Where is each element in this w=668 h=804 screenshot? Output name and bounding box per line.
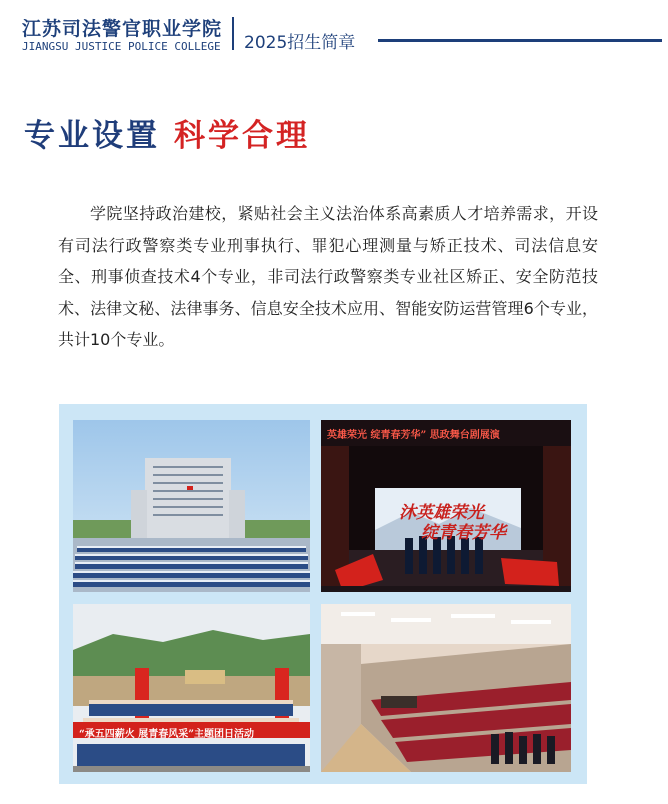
school-name-en: JIANGSU JUSTICE POLICE COLLEGE	[22, 40, 221, 53]
stage-screen-line2: 绽青春芳华	[421, 523, 506, 543]
section-title	[24, 110, 310, 155]
photo-auditorium	[321, 604, 571, 772]
section-title-part1: 专业设置	[24, 118, 160, 154]
school-name-cn: 江苏司法警官职业学院	[22, 18, 223, 40]
page-header	[0, 0, 668, 62]
stage-banner-text: 英雄荣光 绽青春芳华” 思政舞台剧展演	[327, 430, 500, 441]
stage-screen-line1: 沐英雄荣光	[399, 503, 484, 523]
section-title-part2: 科学合理	[174, 118, 310, 154]
photo-campus-formation	[73, 420, 310, 592]
header-rule	[378, 39, 662, 42]
photo-group-banner	[73, 604, 310, 772]
photo-stage-play	[321, 420, 571, 592]
header-divider	[232, 17, 234, 50]
intro-paragraph: 学院坚持政治建校，紧贴社会主义法治体系高素质人才培养需求，开设有司法行政警察类专业刑事执行、罪犯心理测量与矫正技术、司法信息安全、刑事侦查技术4个专业，非司法行政警察类专业社区矫正、安全防范技术、法律文秘、法律事务、信息安全技术应用、智能安防运营管理6个专业，共计10个专业。	[58, 204, 598, 349]
group-banner-text: “承五四薪火 展青春风采”主题团日活动	[79, 729, 254, 740]
brochure-title: 2025招生简章	[244, 33, 356, 53]
photo-panel	[59, 404, 587, 784]
